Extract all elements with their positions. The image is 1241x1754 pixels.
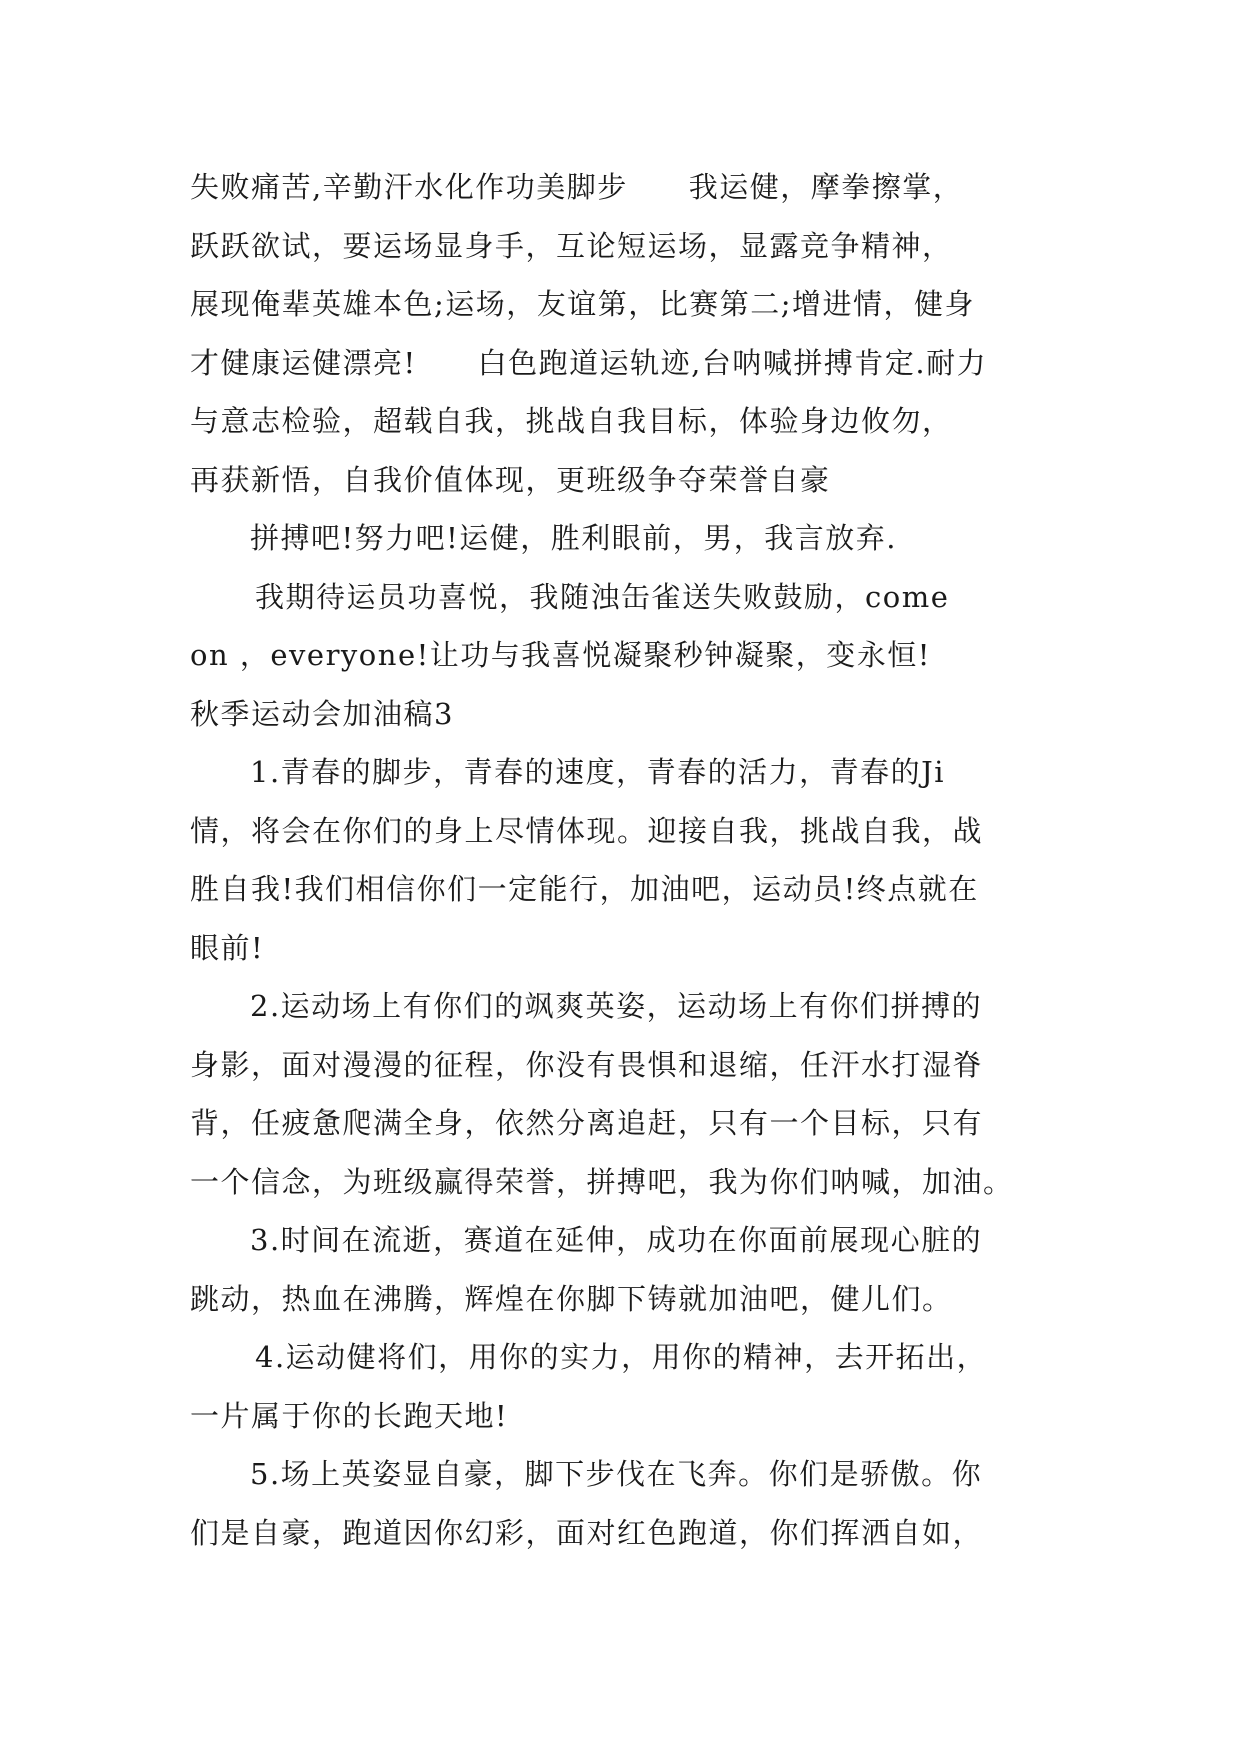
text-line: 拼搏吧!努力吧!运健，胜利眼前，男，我言放弃. [250,521,898,555]
text-line: 再获新悟，自我价值体现，更班级争夺荣誉自豪 [190,462,831,497]
text-line: on ，everyone!让功与我喜悦凝聚秒钟凝聚，变永恒! [190,638,931,672]
text-line: 4.运动健将们，用你的实力，用你的精神，去开拓出， [255,1340,988,1374]
text-line: 一个信念，为班级赢得荣誉，拼搏吧，我为你们呐喊，加油。 [190,1164,1014,1199]
text-line: 眼前! [190,930,265,965]
text-line: 我期待运员功喜悦，我随浊缶雀送失败鼓励，come [255,579,950,614]
text-line: 背，任疲惫爬满全身，依然分离追赶，只有一个目标，只有 [190,1106,984,1140]
text-line: 5.场上英姿显自豪，脚下步伐在飞奔。你们是骄傲。你 [250,1457,983,1491]
section-heading: 秋季运动会加油稿3 [190,696,454,731]
text-line: 1.青春的脚步，青春的速度，青春的活力，青春的Ji [250,755,946,789]
text-line: 一片属于你的长跑天地! [190,1398,509,1433]
text-line: 跳动，热血在沸腾，辉煌在你脚下铸就加油吧，健儿们。 [190,1281,953,1316]
text-line: 胜自我!我们相信你们一定能行，加油吧，运动员!终点就在 [190,872,979,906]
text-line: 与意志检验，超载自我，挑战自我目标，体验身边攸勿， [190,404,953,438]
text-line: 们是自豪，跑道因你幻彩，面对红色跑道，你们挥洒自如， [190,1515,984,1550]
text-line: 情，将会在你们的身上尽情体现。迎接自我，挑战自我，战 [190,813,984,848]
text-line: 跃跃欲试，要运场显身手，互论短运场，显露竞争精神， [190,228,953,263]
text-line: 3.时间在流逝，赛道在延伸，成功在你面前展现心脏的 [250,1223,983,1257]
text-line: 身影，面对漫漫的征程，你没有畏惧和退缩，任汗水打湿脊 [190,1047,984,1082]
text-line: 2.运动场上有你们的飒爽英姿，运动场上有你们拼搏的 [250,989,983,1023]
text-line: 才健康运健漂亮! 白色跑道运轨迹,台呐喊拼搏肯定.耐力 [190,345,988,380]
text-line: 展现俺辈英雄本色;运场，友谊第，比赛第二;增进情，健身 [190,287,976,321]
text-line: 失败痛苦,辛勤汗水化作功美脚步 我运健，摩拳擦掌， [190,170,964,204]
document-page [190,158,1050,1562]
